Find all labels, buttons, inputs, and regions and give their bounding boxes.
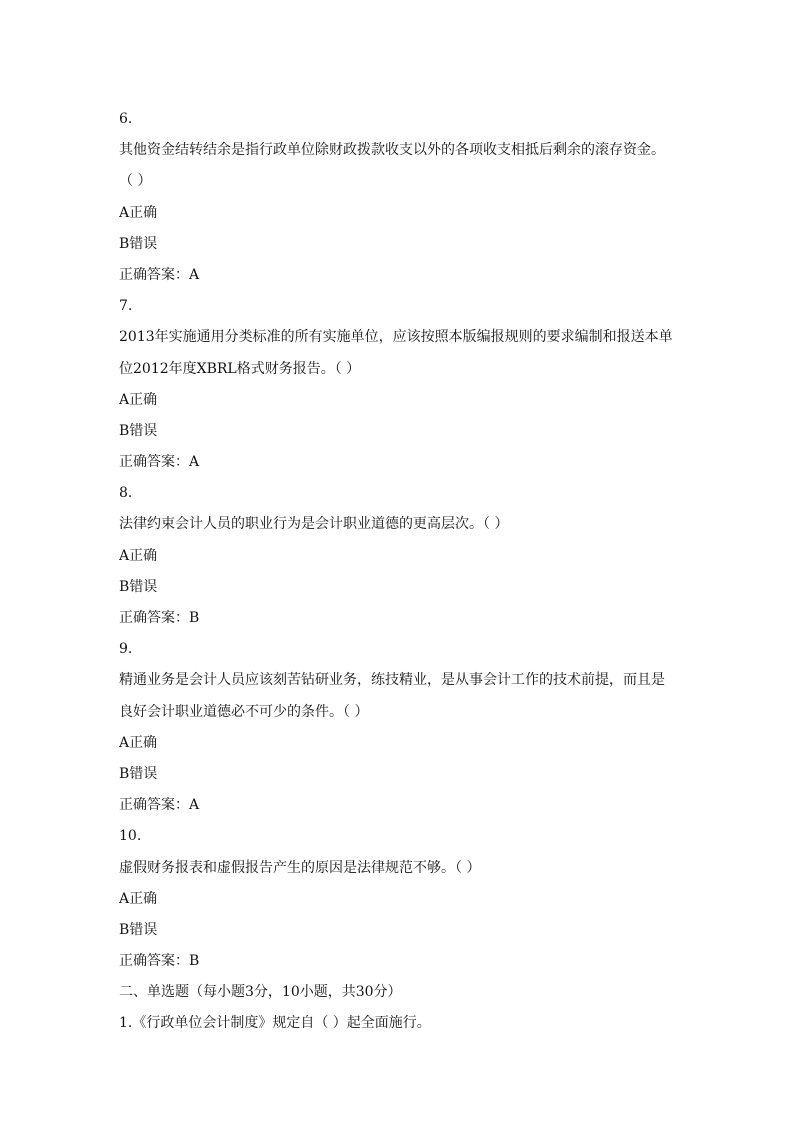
question-text-line: （ ） bbox=[119, 173, 152, 190]
question-10 bbox=[119, 821, 679, 977]
option-a: A正确 bbox=[119, 734, 158, 751]
correct-answer: 正确答案：A bbox=[119, 266, 200, 283]
option-b: B错误 bbox=[119, 235, 158, 252]
correct-answer: 正确答案：A bbox=[119, 797, 200, 814]
question-6 bbox=[119, 104, 679, 291]
question-text-line: 位2012年度XBRL格式财务报告。（ ） bbox=[119, 360, 361, 377]
question-text-line: 虚假财务报表和虚假报告产生的原因是法律规范不够。（ ） bbox=[119, 859, 481, 876]
option-b: B错误 bbox=[119, 422, 158, 439]
question-number: 10. bbox=[119, 828, 142, 845]
option-a: A正确 bbox=[119, 204, 158, 221]
next-question-text: 1.《行政单位会计制度》规定自（ ）起全面施行。 bbox=[119, 1015, 431, 1032]
option-b: B错误 bbox=[119, 921, 158, 938]
question-number: 9. bbox=[119, 641, 133, 658]
option-a: A正确 bbox=[119, 890, 158, 907]
correct-answer: 正确答案：B bbox=[119, 610, 200, 626]
question-text-line: 良好会计职业道德必不可少的条件。（ ） bbox=[119, 703, 369, 720]
question-9 bbox=[119, 634, 679, 821]
question-text-line: 其他资金结转结余是指行政单位除财政拨款收支以外的各项收支相抵后剩余的滚存资金。 bbox=[119, 142, 665, 159]
option-b: B错误 bbox=[119, 578, 158, 595]
correct-answer: 正确答案：B bbox=[119, 953, 200, 970]
question-7 bbox=[119, 291, 679, 478]
question-number: 7. bbox=[119, 298, 133, 315]
question-text-line: 精通业务是会计人员应该刻苦钻研业务，练技精业，是从事会计工作的技术前提，而且是 bbox=[119, 672, 665, 689]
question-text-line: 法律约束会计人员的职业行为是会计职业道德的更高层次。（ ） bbox=[119, 516, 509, 533]
document-page bbox=[119, 104, 679, 1040]
correct-answer: 正确答案：A bbox=[119, 454, 200, 471]
question-number: 8. bbox=[119, 485, 133, 502]
question-8 bbox=[119, 478, 679, 634]
option-a: A正确 bbox=[119, 391, 158, 408]
option-b: B错误 bbox=[119, 765, 158, 782]
question-number: 6. bbox=[119, 111, 133, 127]
section-heading: 二、单选题（每小题3分，10小题，共30分） bbox=[119, 984, 402, 1001]
option-a: A正确 bbox=[119, 547, 158, 564]
question-text-line: 2013年实施通用分类标准的所有实施单位，应该按照本版编报规则的要求编制和报送本单 bbox=[119, 329, 673, 346]
